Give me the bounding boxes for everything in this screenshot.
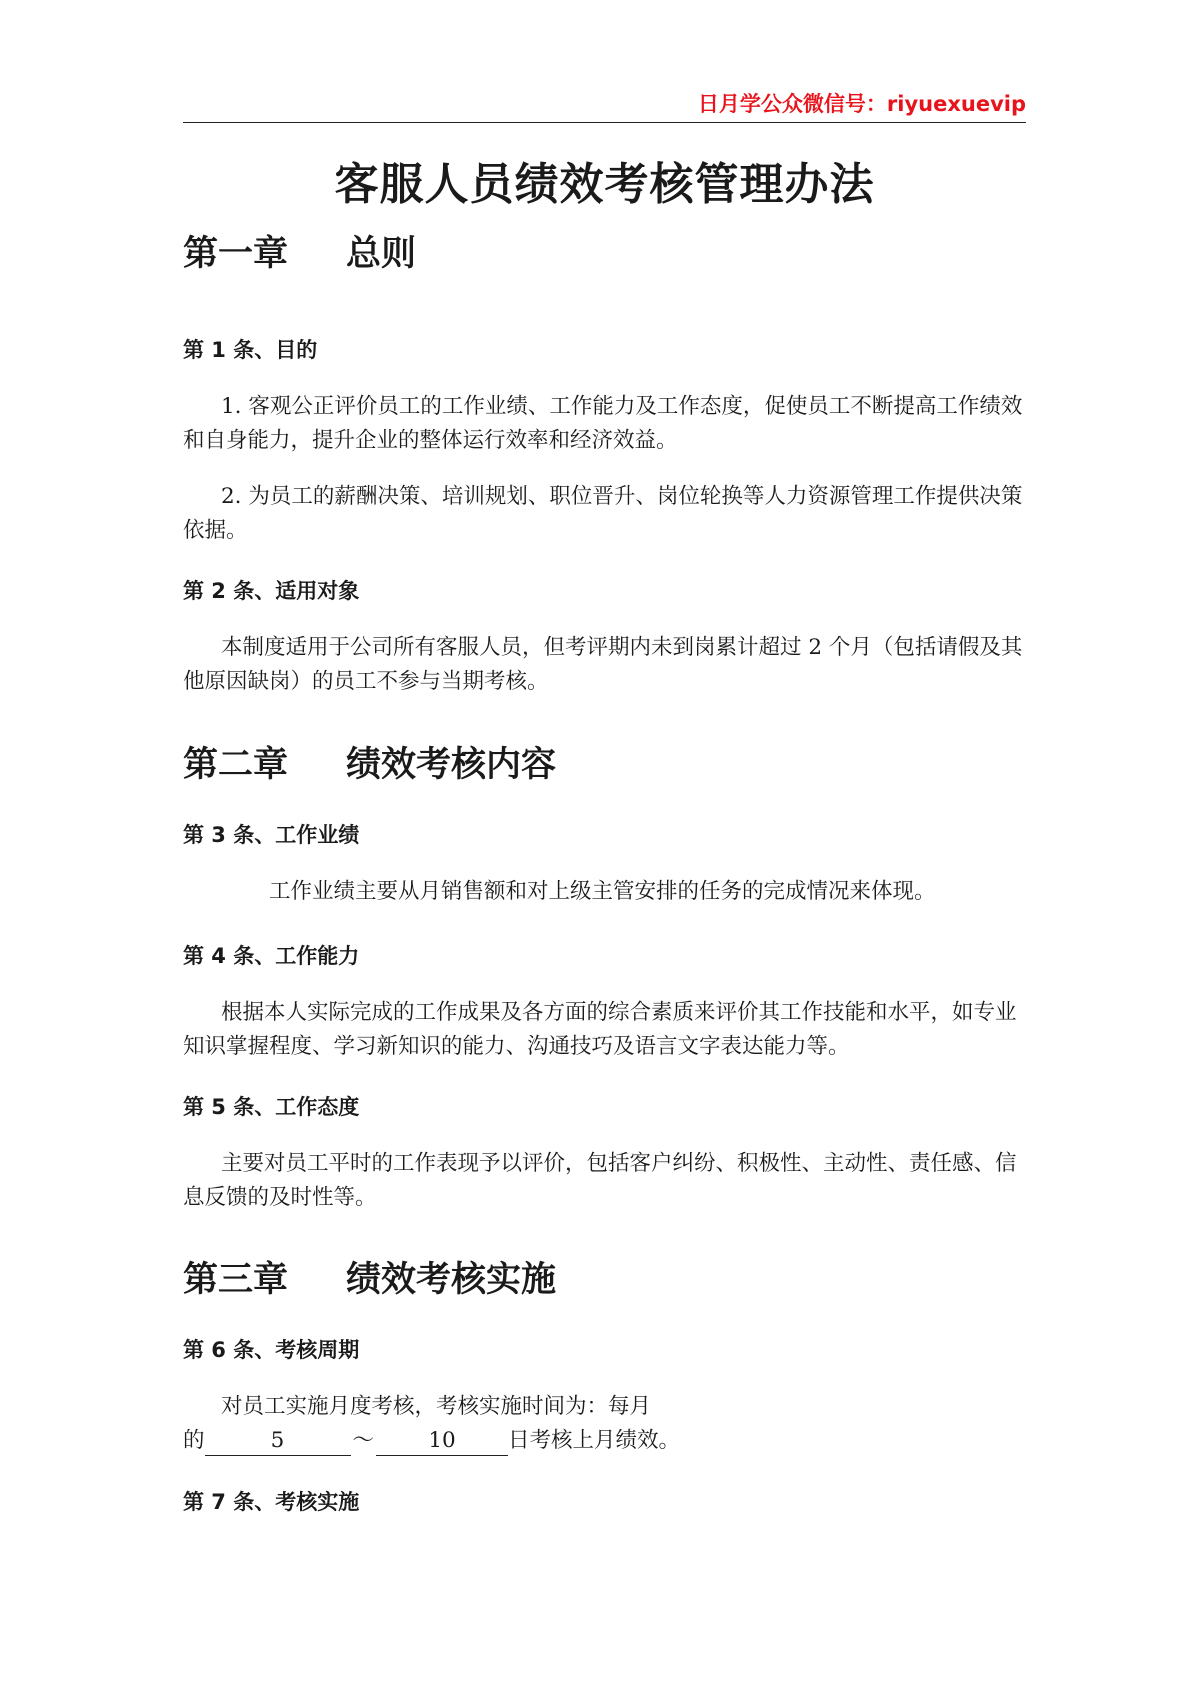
article-1-heading: 第 1 条、目的 — [183, 338, 318, 362]
article-2-para-1: 本制度适用于公司所有客服人员，但考评期内未到岗累计超过 2 个月（包括请假及其他原因缺岗）的员工不参与当期考核。 — [183, 635, 1023, 694]
article-6-schedule-line — [183, 1424, 1026, 1458]
article-5-heading: 第 5 条、工作态度 — [183, 1095, 360, 1119]
chapter-label: 第二章 — [183, 745, 289, 785]
article-5-para-1: 主要对员工平时的工作表现予以评价，包括客户纠纷、积极性、主动性、责任感、信息反馈的及时性等。 — [183, 1151, 1017, 1210]
article-6-heading: 第 6 条、考核周期 — [183, 1338, 360, 1362]
end-day-blank: 10 — [376, 1427, 508, 1456]
article-1-para-2: 2. 为员工的薪酬决策、培训规划、职位晋升、岗位轮换等人力资源管理工作提供决策依据。 — [183, 484, 1023, 543]
article-4-para-1: 根据本人实际完成的工作成果及各方面的综合素质来评价其工作技能和水平，如专业知识掌握程度、学习新知识的能力、沟通技巧及语言文字表达能力等。 — [183, 1000, 1017, 1059]
schedule-suffix: 日考核上月绩效。 — [508, 1428, 681, 1453]
article-1-para-1: 1. 客观公正评价员工的工作业绩、工作能力及工作态度，促使员工不断提高工作绩效和自身能力，提升企业的整体运行效率和经济效益。 — [183, 394, 1023, 453]
article-6-para-1: 对员工实施月度考核，考核实施时间为：每月 — [221, 1394, 652, 1419]
chapter-name: 绩效考核实施 — [346, 1260, 557, 1300]
chapter-label: 第三章 — [183, 1260, 289, 1300]
document-title: 客服人员绩效考核管理办法 — [334, 159, 875, 210]
chapter-2-heading — [183, 737, 556, 787]
chapter-name: 总则 — [346, 234, 417, 274]
article-7-heading: 第 7 条、考核实施 — [183, 1490, 360, 1514]
header-wechat-text: 日月学公众微信号：riyuexuevip — [697, 92, 1026, 116]
chapter-3-heading — [183, 1252, 556, 1302]
article-3-heading: 第 3 条、工作业绩 — [183, 823, 360, 847]
start-day-blank: 5 — [205, 1427, 351, 1456]
chapter-1-heading — [183, 226, 416, 276]
chapter-name: 绩效考核内容 — [346, 745, 557, 785]
page-header — [183, 86, 1026, 123]
chapter-label: 第一章 — [183, 234, 289, 274]
schedule-prefix: 的 — [183, 1428, 205, 1453]
article-2-heading: 第 2 条、适用对象 — [183, 579, 360, 603]
article-4-heading: 第 4 条、工作能力 — [183, 944, 360, 968]
schedule-separator: ～ — [352, 1428, 375, 1453]
article-3-para-1: 工作业绩主要从月销售额和对上级主管安排的任务的完成情况来体现。 — [269, 879, 936, 904]
